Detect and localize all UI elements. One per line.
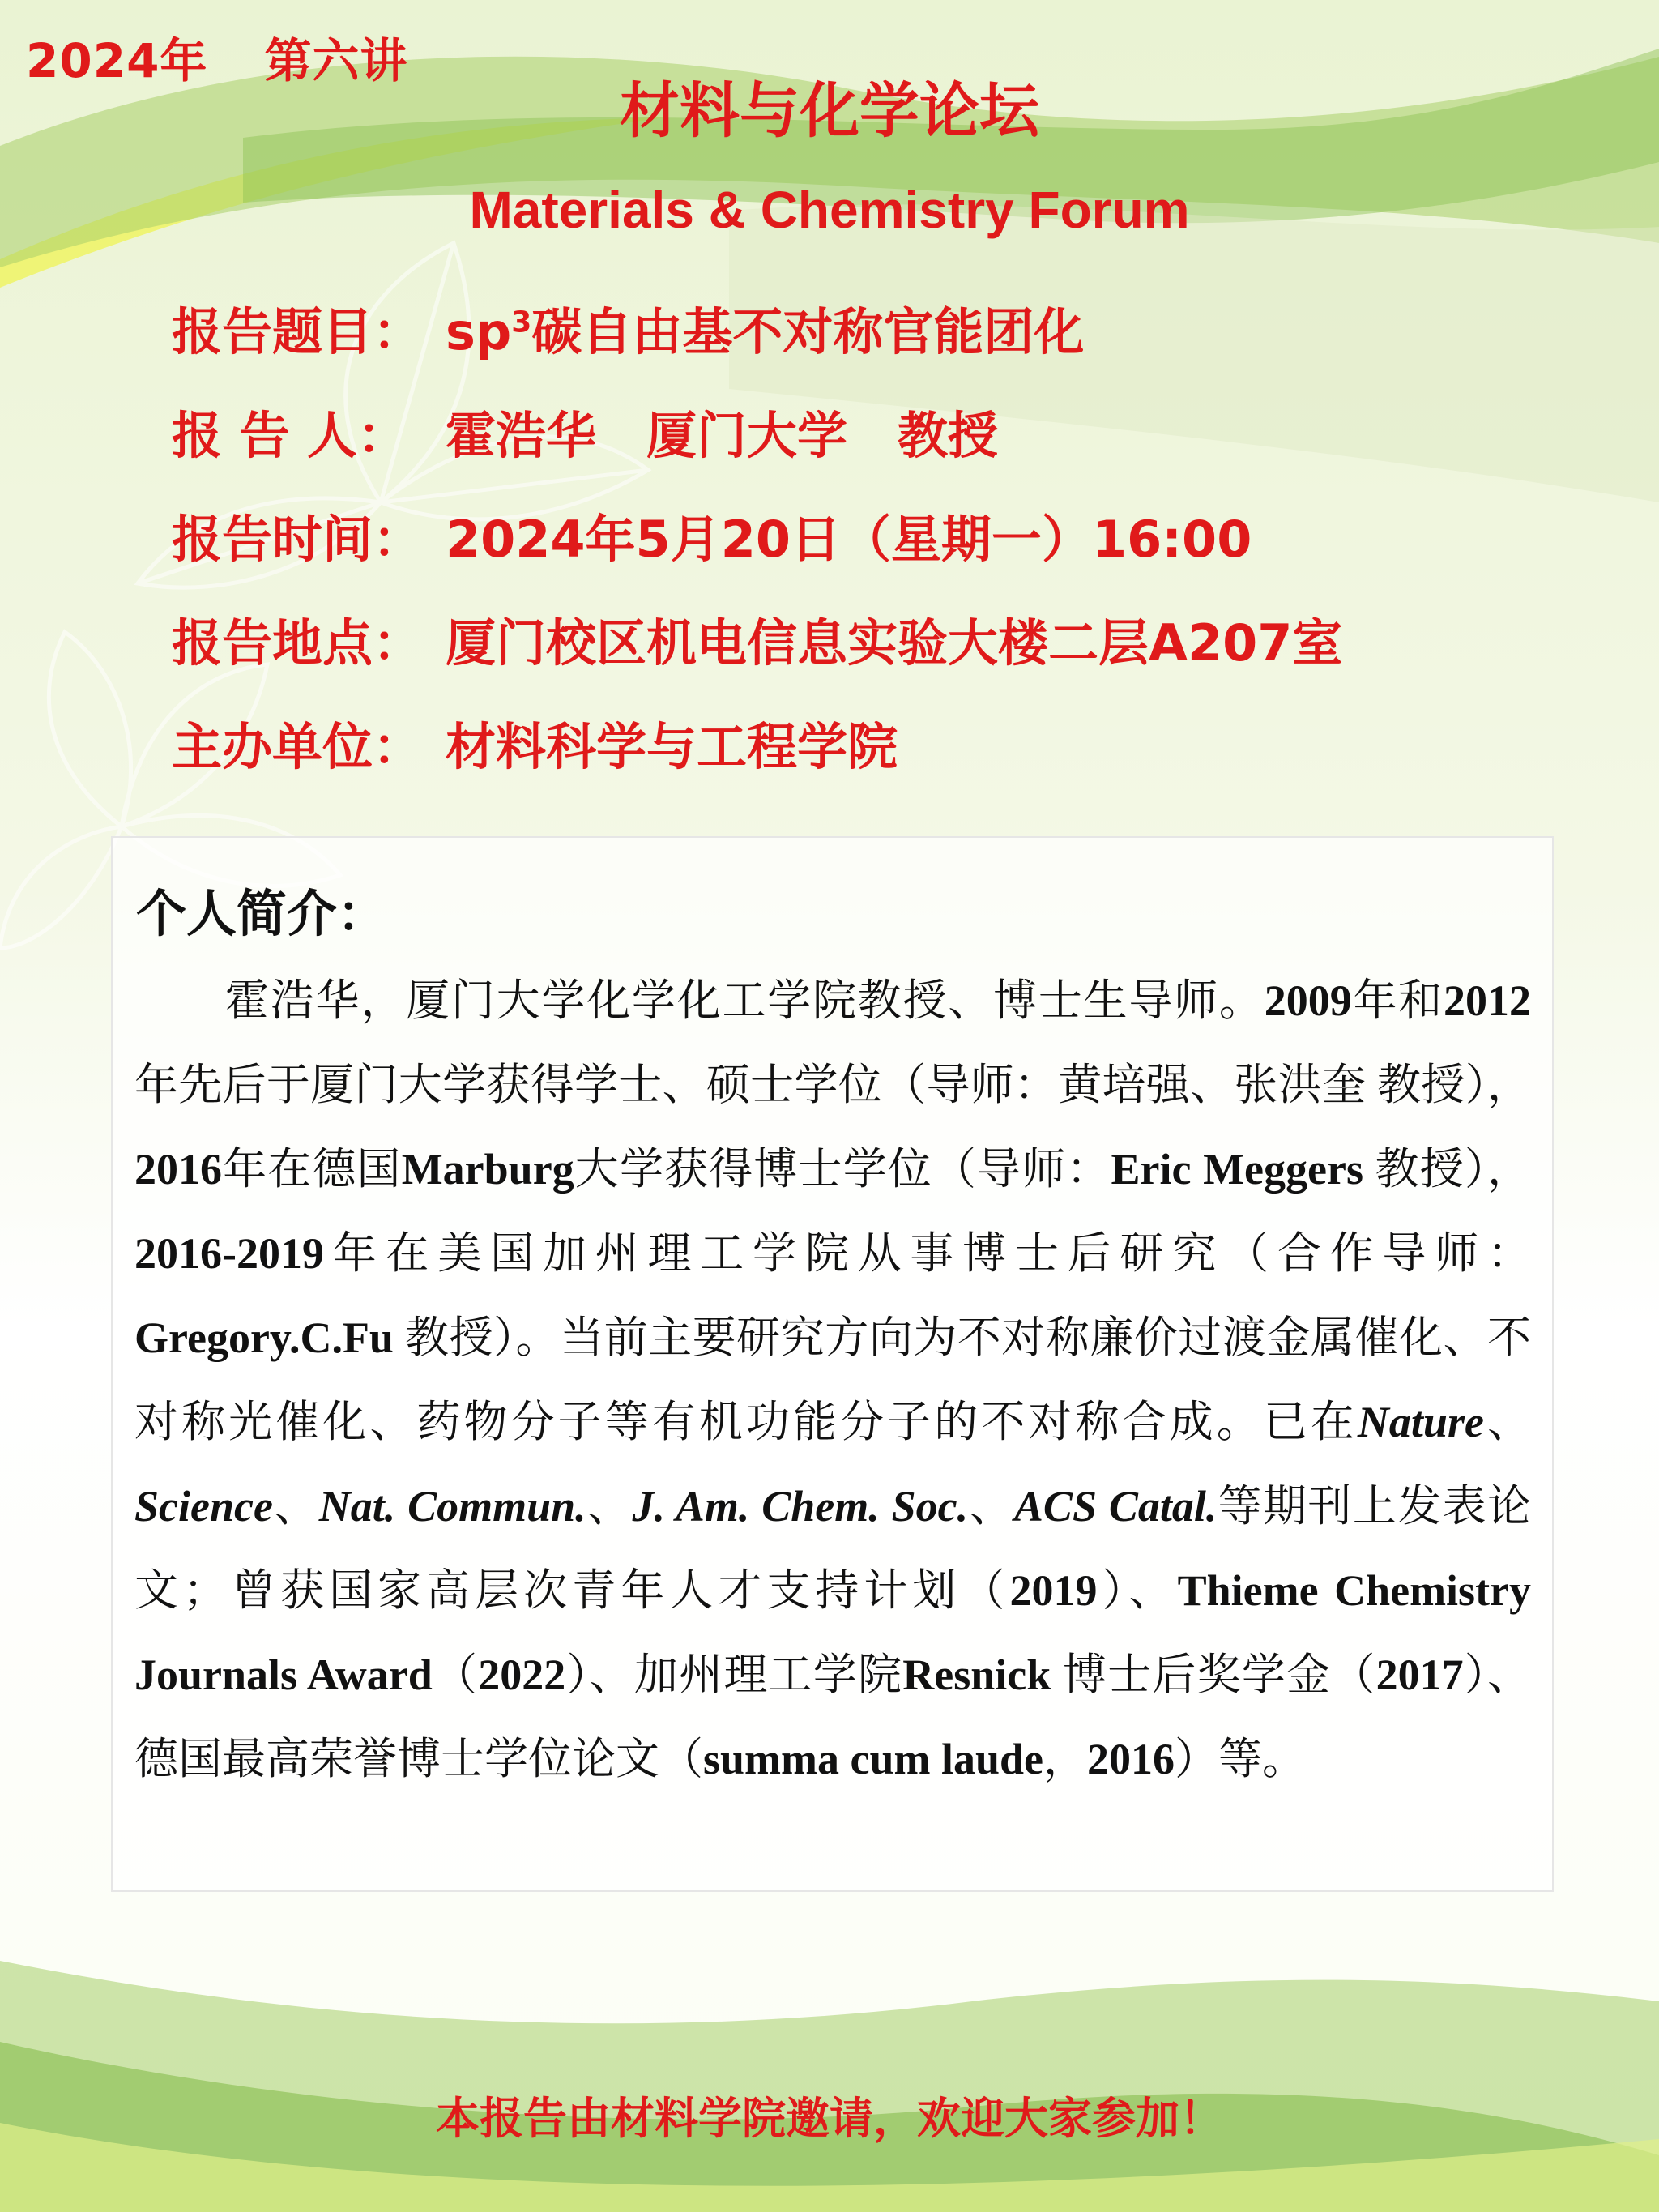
host-row (172, 707, 1342, 810)
bio-segment: ）、 (1097, 1566, 1178, 1615)
bio-number: 2016 (1087, 1735, 1175, 1783)
topic-row (172, 292, 1342, 395)
place-row (172, 603, 1342, 707)
time-row (172, 499, 1342, 603)
journal-name: ACS Catal. (1013, 1482, 1218, 1531)
time-value: 2024年5月20日（星期一）16:00 (446, 510, 1252, 569)
bio-number: 2022 (478, 1650, 566, 1699)
time-label: 报告时间： (172, 510, 424, 569)
bio-number: 2016-2019 (134, 1229, 324, 1278)
footer-invitation: 本报告由材料学院邀请，欢迎大家参加！ (436, 2093, 1223, 2144)
bio-segment: 霍浩华，厦门大学化学化工学院教授、博士生导师。 (225, 976, 1265, 1025)
lecture-number: 第六讲 (264, 33, 408, 88)
topic-text: 碳自由基不对称官能团化 (531, 302, 1085, 361)
speaker-row (172, 395, 1342, 499)
bio-number: 2017 (1375, 1650, 1464, 1699)
speaker-label: 报 告 人： (172, 406, 408, 465)
bio-separator: 、 (586, 1482, 633, 1531)
place-label: 报告地点： (172, 613, 424, 673)
journal-name: Nat. Commun. (318, 1482, 586, 1531)
bio-latin-name: Marburg (401, 1145, 574, 1194)
bio-paragraph (134, 959, 1531, 1801)
host-label: 主办单位： (172, 717, 424, 776)
bio-heading: 个人简介： (136, 884, 388, 943)
forum-title-en: Materials & Chemistry Forum (469, 181, 1190, 239)
talk-info (172, 292, 1342, 810)
bio-segment: 大学获得博士学位（导师： (574, 1145, 1111, 1194)
bio-latin-name: Gregory.C.Fu (134, 1313, 394, 1362)
bio-segment: 博士后奖学金（ (1051, 1650, 1376, 1699)
bio-separator: 、 (1483, 1398, 1532, 1446)
bio-latin-name: summa cum laude (703, 1735, 1044, 1783)
host-value: 材料科学与工程学院 (446, 717, 898, 776)
bio-segment: 年和 (1351, 976, 1444, 1025)
bio-number: 2012 (1444, 976, 1532, 1025)
bio-segment: ）等。 (1175, 1735, 1307, 1783)
bio-segment: 教授）。当前主要研究方向为不对称廉价过渡金属催化、不对称光催化、药物分子等有机功能分子的不对称合成。已在 (134, 1313, 1531, 1446)
bio-segment: （ (432, 1650, 479, 1699)
bio-separator: 、 (968, 1482, 1014, 1531)
topic-label: 报告题目： (172, 302, 424, 361)
bio-separator: 、 (272, 1482, 319, 1531)
year-label: 2024年 (26, 33, 208, 88)
topic-superscript: 3 (511, 305, 532, 339)
bio-segment: 教授）， (1363, 1145, 1532, 1194)
bio-segment: 年先后于厦门大学获得学士、硕士学位（导师：黄培强、张洪奎 教授）， (134, 1061, 1531, 1109)
bio-separator: ， (1043, 1735, 1088, 1783)
bio-segment: ）、德国最高荣誉博士学位论文（ (134, 1650, 1532, 1783)
forum-title-cn: 材料与化学论坛 (620, 76, 1039, 146)
bio-number: 2009 (1264, 976, 1352, 1025)
bio-latin-name: Resnick (902, 1650, 1051, 1699)
bio-segment: 年在美国加州理工学院从事博士后研究（合作导师： (323, 1229, 1531, 1278)
bio-segment: 年在德国 (222, 1145, 402, 1194)
bio-segment: ）、加州理工学院 (565, 1650, 903, 1699)
bio-text (134, 959, 1531, 1801)
bio-number: 2019 (1009, 1566, 1098, 1615)
place-value: 厦门校区机电信息实验大楼二层A207室 (446, 613, 1343, 673)
journal-name: Science (134, 1482, 273, 1531)
topic-prefix: sp (446, 302, 512, 361)
bio-segment: 等期刊上发表论文；曾获国家高层次青年人才支持计划（ (134, 1482, 1532, 1615)
bio-latin-name: Eric Meggers (1111, 1145, 1363, 1194)
bio-number: 2016 (134, 1145, 222, 1194)
journal-name: J. Am. Chem. Soc. (632, 1482, 969, 1531)
speaker-value: 霍浩华 厦门大学 教授 (446, 406, 999, 465)
bio-latin-name: Thieme Chemistry Journals Award (134, 1566, 1532, 1699)
journal-name: Nature (1357, 1398, 1484, 1446)
